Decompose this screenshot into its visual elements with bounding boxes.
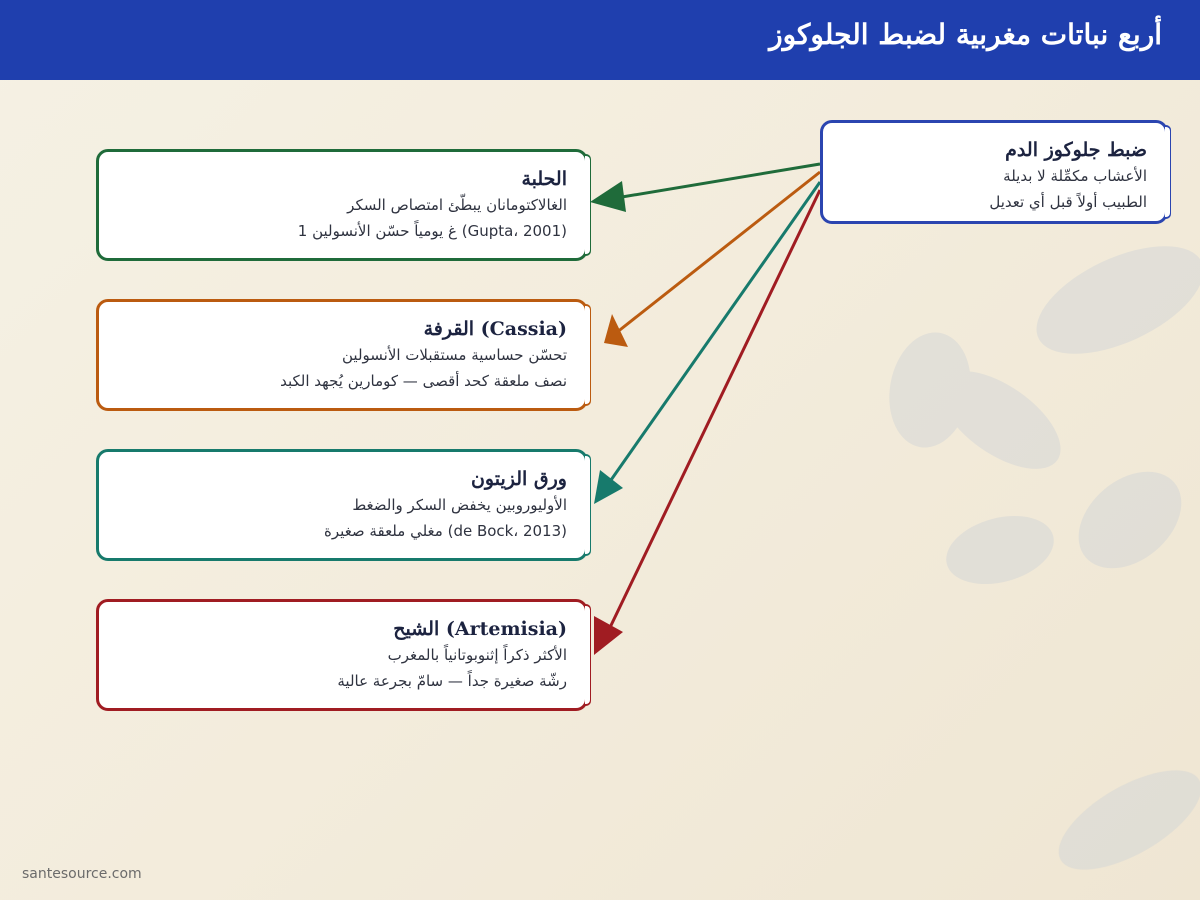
node-line1: الغالاكتومانان يبطّئ امتصاص السكر — [347, 196, 567, 214]
center-node-line2: الطبيب أولاً قبل أي تعديل — [989, 193, 1147, 211]
node-edge-accent — [585, 304, 591, 406]
center-node-title: ضبط جلوكوز الدم — [1005, 139, 1147, 161]
node-fenugreek — [96, 149, 588, 261]
node-title: (Artemisia) الشيح — [393, 618, 567, 640]
node-line2: نصف ملعقة كحد أقصى — كومارين يُجهد الكبد — [280, 372, 567, 390]
arrow-fenugreek — [610, 164, 820, 199]
node-line1: الأكثر ذكراً إثنوبوتانياً بالمغرب — [387, 646, 567, 664]
node-line2: (de Bock، 2013) مغلي ملعقة صغيرة — [324, 522, 567, 540]
node-title: ورق الزيتون — [470, 468, 567, 490]
node-wormwood — [96, 599, 588, 711]
center-node-line1: الأعشاب مكمِّلة لا بديلة — [1003, 167, 1147, 185]
node-title: (Cassia) القرفة — [423, 318, 567, 340]
node-edge-accent — [585, 154, 591, 256]
arrowhead-wormwood — [594, 616, 623, 655]
arrow-olive — [604, 182, 820, 490]
node-edge-accent — [585, 604, 591, 706]
node-edge-accent — [585, 454, 591, 556]
node-line1: تحسّن حساسية مستقبلات الأنسولين — [342, 346, 567, 364]
center-node-blood-glucose — [820, 120, 1168, 224]
center-node-edge-accent — [1165, 125, 1171, 219]
page-title: أربع نباتات مغربية لضبط الجلوكوز — [769, 18, 1162, 51]
arrowhead-cinnamon — [604, 314, 628, 347]
node-olive-leaf — [96, 449, 588, 561]
node-line1: الأوليوروبين يخفض السكر والضغط — [352, 496, 567, 514]
node-line2: رشّة صغيرة جداً — سامّ بجرعة عالية — [337, 672, 567, 690]
node-line2: (Gupta، 2001) غ يومياً حسّن الأنسولين 1 — [297, 222, 567, 240]
footer-source-link[interactable]: santesource.com — [22, 866, 142, 882]
node-cinnamon — [96, 299, 588, 411]
arrowhead-olive — [594, 470, 623, 504]
node-title: الحلبة — [521, 168, 567, 190]
arrowhead-fenugreek — [590, 181, 626, 212]
